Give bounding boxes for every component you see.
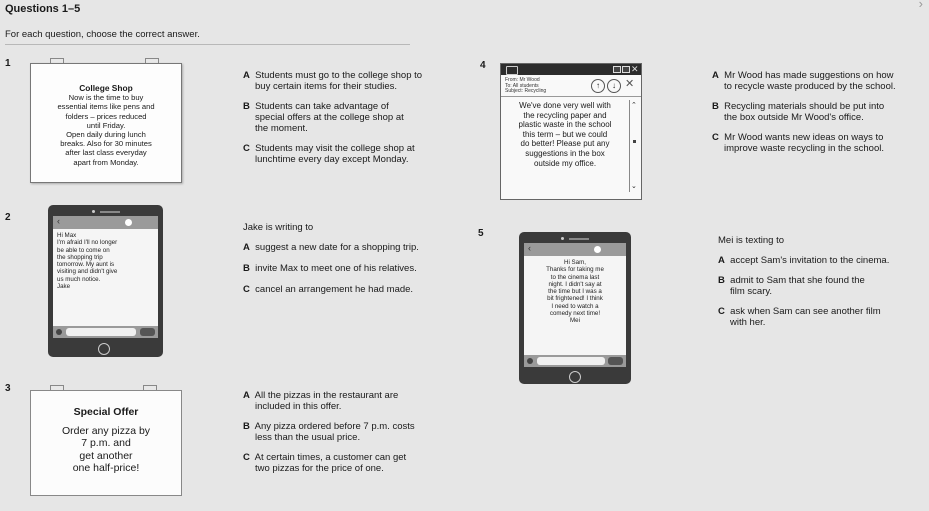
option-a[interactable]: A All the pizzas in the restaurant are included in this offer. — [243, 390, 399, 412]
attach-icon[interactable] — [56, 329, 62, 335]
phone-message — [57, 232, 117, 290]
back-icon[interactable]: ‹ — [528, 243, 531, 253]
option-c[interactable]: C cancel an arrangement he had made. — [243, 284, 414, 295]
notice-line: breaks. Also for 30 minutes — [60, 139, 152, 149]
question-5-options — [718, 255, 889, 328]
email-body — [505, 101, 625, 168]
contact-avatar — [125, 219, 132, 226]
email-line: do better! Please put any — [520, 139, 610, 149]
option-c[interactable]: C ask when Sam can see another film with her. — [718, 306, 881, 328]
option-c[interactable]: C Mr Wood wants new ideas on ways to improve waste recycling in the school. — [712, 132, 884, 154]
phone-jake — [48, 205, 163, 357]
option-a[interactable]: A accept Sam's invitation to the cinema. — [718, 255, 890, 266]
option-b[interactable]: B invite Max to meet one of his relatives. — [243, 263, 417, 274]
message-line: visiting and didn't give — [57, 268, 118, 276]
email-scrollbar[interactable] — [629, 100, 639, 192]
message-line: the shopping trip — [57, 253, 103, 261]
notice-line: Open daily during lunch — [66, 130, 146, 140]
question-1-number: 1 — [5, 58, 11, 69]
phone-header — [53, 216, 158, 229]
close-icon[interactable]: ✕ — [631, 64, 639, 74]
message-line: Thanks for taking me — [546, 266, 604, 274]
email-line: suggestions in the box — [525, 148, 605, 158]
minimize-icon[interactable] — [613, 66, 621, 73]
question-5-number: 5 — [478, 228, 484, 239]
notice-line: after last class everyday — [65, 148, 147, 158]
scroll-down-icon[interactable]: ⌄ — [631, 183, 637, 190]
message-line: night. I didn't say at — [548, 280, 602, 288]
question-1-options — [243, 70, 422, 165]
email-line: outside my office. — [533, 158, 597, 168]
email-line: plastic waste in the school — [518, 120, 612, 130]
message-line: Hi Sam, — [563, 259, 586, 266]
email-window — [500, 63, 642, 200]
email-line: We've done very well with — [519, 101, 611, 110]
message-line: us much notice. — [57, 275, 101, 283]
arrow-down-icon[interactable]: ↓ — [607, 79, 621, 93]
envelope-icon — [506, 66, 518, 75]
home-button[interactable] — [569, 371, 581, 383]
question-2-intro: Jake is writing to — [243, 222, 314, 233]
question-4-number: 4 — [480, 60, 486, 71]
arrow-up-icon[interactable]: ↑ — [591, 79, 605, 93]
pizza-line: 7 p.m. and — [81, 437, 131, 450]
send-button[interactable] — [608, 357, 623, 365]
option-b[interactable]: B Students can take advantage of special offers at the college shop at the moment. — [243, 101, 404, 134]
message-line: I'm afraid I'll no longer — [57, 239, 118, 247]
question-2-options — [243, 242, 419, 295]
back-icon[interactable]: ‹ — [57, 216, 60, 226]
college-shop-notice — [30, 63, 182, 183]
phone-speaker — [100, 211, 120, 213]
maximize-icon[interactable] — [622, 66, 630, 73]
message-line: tomorrow. My aunt is — [57, 261, 115, 269]
message-line: the time but I was a — [548, 288, 602, 296]
phone-message — [524, 259, 626, 325]
home-button[interactable] — [98, 343, 110, 355]
pizza-line: get another — [79, 449, 133, 462]
message-line: I need to watch a — [551, 302, 599, 310]
message-input[interactable] — [66, 328, 136, 336]
phone-screen — [524, 243, 626, 367]
question-3-number: 3 — [5, 383, 11, 394]
option-c[interactable]: C Students may visit the college shop at lunchtime every day except Monday. — [243, 143, 415, 165]
email-titlebar — [501, 64, 641, 75]
notice-title: College Shop — [79, 83, 133, 93]
notice-line: apart from Monday. — [73, 157, 139, 167]
message-line: to the cinema last — [550, 273, 600, 281]
message-line: Jake — [57, 283, 71, 291]
option-a[interactable]: A Students must go to the college shop to buy certain items for their studies. — [243, 70, 423, 92]
notice-line: until Friday. — [86, 120, 126, 130]
scroll-thumb[interactable] — [633, 140, 636, 143]
email-header — [505, 78, 546, 95]
email-divider — [501, 96, 641, 97]
question-4-options — [712, 70, 896, 154]
message-line: Mei — [570, 317, 580, 325]
phone-header — [524, 243, 626, 256]
contact-avatar — [594, 246, 601, 253]
option-c[interactable]: C At certain times, a customer can get two pizzas for the price of one. — [243, 452, 407, 474]
notice-line: essential items like pens and — [57, 102, 155, 112]
pizza-line: one half-price! — [72, 462, 140, 475]
divider — [5, 44, 410, 45]
delete-icon[interactable]: ✕ — [625, 78, 635, 90]
page-title: Questions 1–5 — [5, 3, 81, 15]
email-subject: Subject: Recycling — [505, 88, 547, 95]
question-2-number: 2 — [5, 212, 11, 223]
question-3-options — [243, 390, 415, 474]
pizza-line: Order any pizza by — [61, 424, 151, 437]
pizza-title: Special Offer — [73, 406, 139, 418]
message-line: Hi Max — [57, 232, 77, 239]
scroll-up-icon[interactable]: ⌃ — [631, 102, 637, 109]
message-line: be able to come on — [57, 246, 110, 254]
pizza-notice — [30, 390, 182, 496]
message-line: comedy next time! — [549, 310, 601, 318]
question-5-intro: Mei is texting to — [718, 235, 784, 246]
phone-camera — [561, 237, 564, 240]
notice-line: folders – prices reduced — [65, 111, 147, 121]
option-b[interactable]: B Recycling materials should be put into the box outside Mr Wood's office. — [712, 101, 885, 123]
email-line: this term – but we could — [522, 129, 608, 139]
message-input[interactable] — [537, 357, 605, 365]
email-from: From: Mr Wood — [505, 77, 540, 83]
instructions: For each question, choose the correct answer. — [5, 29, 200, 40]
phone-speaker — [569, 238, 589, 240]
option-b[interactable]: B Any pizza ordered before 7 p.m. costs less than the usual price. — [243, 421, 415, 443]
phone-input-bar — [53, 326, 158, 338]
corner-mark: › — [918, 0, 923, 11]
email-to: To: All students — [505, 82, 539, 89]
option-a[interactable]: A Mr Wood has made suggestions on how to recycle waste produced by the school. — [712, 70, 896, 92]
message-line: bit frightened! I think — [547, 295, 603, 303]
option-b[interactable]: B admit to Sam that she found the film scary. — [718, 275, 865, 297]
notice-line: Now is the time to buy — [68, 93, 144, 103]
email-line: the recycling paper and — [523, 110, 607, 120]
attach-icon[interactable] — [527, 358, 533, 364]
phone-screen — [53, 216, 158, 338]
phone-mei — [519, 232, 631, 384]
send-button[interactable] — [140, 328, 155, 336]
phone-input-bar — [524, 355, 626, 367]
phone-camera — [92, 210, 95, 213]
option-a[interactable]: A suggest a new date for a shopping trip. — [243, 242, 419, 253]
